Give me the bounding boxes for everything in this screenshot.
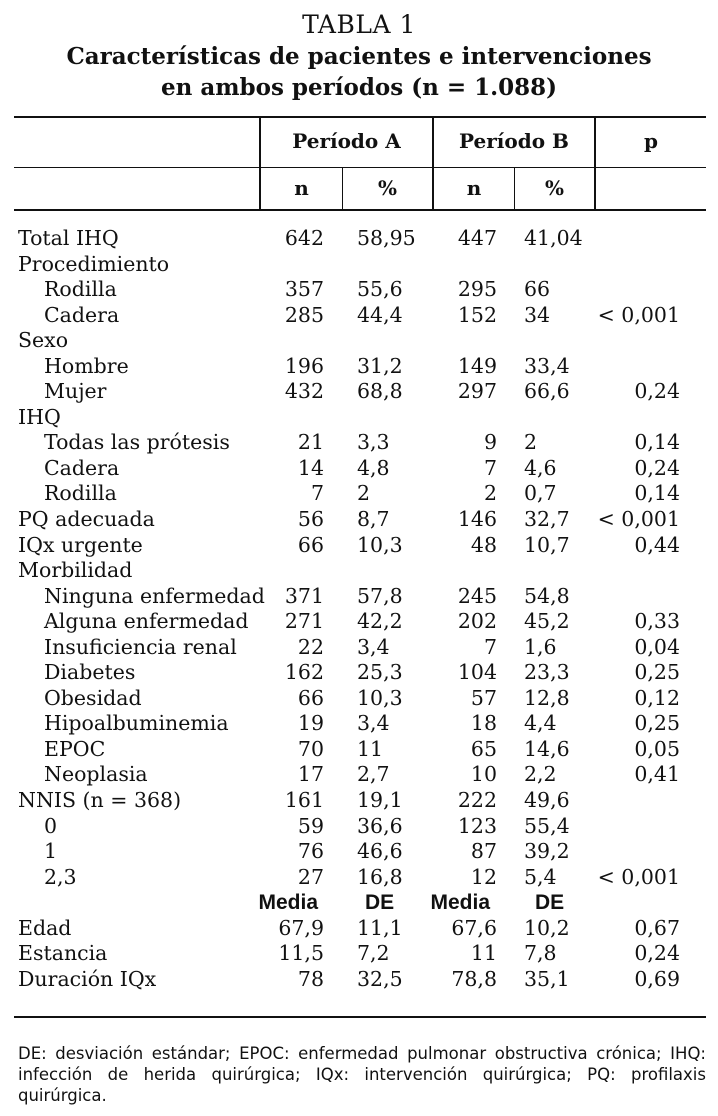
- row-label: 2,3: [44, 864, 77, 889]
- period-b-pct: 5,4: [524, 864, 557, 889]
- period-a-n: 22: [297, 634, 324, 659]
- p-value: < 0,001: [597, 507, 680, 532]
- period-a-pct: 19,1: [357, 788, 403, 813]
- period-b-pct: 14,6: [524, 736, 570, 761]
- p-value: 0,14: [634, 481, 680, 506]
- header-b-n: n: [466, 176, 482, 200]
- period-b-n: 48: [470, 532, 497, 557]
- period-b-pct: 55,4: [524, 813, 570, 838]
- period-b-pct: 7,8: [524, 941, 557, 966]
- period-a-pct: 55,6: [357, 277, 403, 302]
- period-b-pct: 1,6: [524, 634, 557, 659]
- row-label: Sexo: [18, 328, 69, 353]
- table-row: [0, 507, 718, 533]
- table-row: [0, 916, 718, 942]
- period-a-pct: 25,3: [357, 660, 403, 685]
- p-value: 0,41: [634, 762, 680, 787]
- period-a-pct: 44,4: [357, 302, 403, 327]
- header-p: p: [644, 129, 658, 153]
- row-label: Cadera: [44, 302, 120, 327]
- period-b-pct: 39,2: [524, 839, 570, 864]
- header-b-pct: %: [544, 176, 564, 200]
- period-b-pct: 12,8: [524, 685, 570, 710]
- row-label: IQx urgente: [18, 532, 143, 557]
- p-value: 0,25: [634, 711, 680, 736]
- row-label: Edad: [18, 915, 72, 940]
- period-b-pct: 23,3: [524, 660, 570, 685]
- table-row: [0, 967, 718, 993]
- period-b-n: 78,8: [451, 966, 497, 991]
- header-rule-2: [14, 209, 706, 211]
- period-b-n: 202: [457, 609, 497, 634]
- row-label: Morbilidad: [18, 558, 133, 583]
- period-b-n: 9: [483, 430, 497, 455]
- row-label: Total IHQ: [18, 226, 119, 250]
- row-label: Mujer: [44, 379, 107, 404]
- period-b-n: 65: [470, 736, 497, 761]
- period-b-n: 10: [470, 762, 497, 787]
- row-label: Diabetes: [44, 660, 136, 685]
- top-rule: [14, 116, 706, 118]
- period-b-pct: 41,04: [524, 226, 583, 250]
- period-b-n: 297: [457, 379, 497, 404]
- table-row: [0, 711, 718, 737]
- table-row: [0, 252, 718, 278]
- period-b-n: 87: [470, 839, 497, 864]
- period-b-n: 2: [483, 481, 497, 506]
- period-b-n: 7: [483, 455, 497, 480]
- table-row: [0, 839, 718, 865]
- period-a-n: 19: [297, 711, 324, 736]
- period-a-n: 285: [284, 302, 324, 327]
- period-a-n: 70: [297, 736, 324, 761]
- period-a-n: 67,9: [278, 915, 324, 940]
- period-a-pct: 36,6: [357, 813, 403, 838]
- period-a-pct: 4,8: [357, 455, 390, 480]
- row-label: Hombre: [44, 353, 129, 378]
- row-label: Procedimiento: [18, 251, 170, 276]
- table-row: [0, 865, 718, 891]
- period-a-n: 21: [297, 430, 324, 455]
- period-a-pct: 2,7: [357, 762, 390, 787]
- row-label: Rodilla: [44, 277, 117, 302]
- period-b-n: 152: [457, 302, 497, 327]
- period-b-pct: 0,7: [524, 481, 557, 506]
- period-b-pct: 10,2: [524, 915, 570, 940]
- row-label: Duración IQx: [18, 966, 157, 991]
- period-a-pct: 10,3: [357, 532, 403, 557]
- table-row: [0, 686, 718, 712]
- p-value: 0,24: [634, 379, 680, 404]
- period-b-pct: 35,1: [524, 966, 570, 991]
- period-b-pct: 54,8: [524, 583, 570, 608]
- table-row: [0, 405, 718, 431]
- period-b-pct: 32,7: [524, 507, 570, 532]
- table-row: [0, 737, 718, 763]
- period-b-pct: 66: [524, 277, 551, 302]
- period-a-n: 196: [284, 353, 324, 378]
- header-period-a: Período A: [292, 129, 401, 153]
- period-a-pct: 10,3: [357, 685, 403, 710]
- period-b-n: 57: [470, 685, 497, 710]
- header-a-n: n: [294, 176, 309, 200]
- period-a-n: 14: [297, 455, 324, 480]
- row-label: Estancia: [18, 941, 108, 966]
- subheader-row: [0, 890, 718, 916]
- table-row: [0, 226, 718, 252]
- period-b-n: 295: [457, 277, 497, 302]
- row-label: Neoplasia: [44, 762, 148, 787]
- table-row: [0, 533, 718, 559]
- period-a-n: 78: [297, 966, 324, 991]
- table-title-line-2: en ambos períodos (n = 1.088): [160, 74, 558, 101]
- row-label: 0: [44, 813, 58, 838]
- header-rule-1: [14, 167, 706, 168]
- row-label: Insuficiencia renal: [44, 634, 237, 659]
- body-bottom-rule: [14, 1016, 706, 1018]
- period-b-n: 7: [483, 634, 497, 659]
- period-b-pct: 33,4: [524, 353, 570, 378]
- row-label: IHQ: [18, 404, 61, 429]
- period-a-pct: 31,2: [357, 353, 403, 378]
- table-footnote: DE: desviación estándar; EPOC: enfermedad pulmonar obstructiva crónica; IHQ: infección de herida quirúrgica; IQx: intervención quirúrgica; PQ: profilaxis quirúrgica.: [18, 1044, 706, 1105]
- period-a-pct: 58,95: [357, 226, 416, 250]
- period-b-pct: 34: [524, 302, 551, 327]
- table-row: [0, 814, 718, 840]
- period-b-n: 104: [457, 660, 497, 685]
- period-a-n: 66: [297, 685, 324, 710]
- period-b-pct: 49,6: [524, 788, 570, 813]
- row-label: EPOC: [44, 736, 106, 761]
- period-a-n: 66: [297, 532, 324, 557]
- p-value: 0,69: [634, 966, 680, 991]
- table-row: [0, 558, 718, 584]
- period-a-n: 17: [297, 762, 324, 787]
- row-label: PQ adecuada: [18, 507, 155, 532]
- period-a-n: 7: [310, 481, 324, 506]
- p-value: 0,14: [634, 430, 680, 455]
- p-value: 0,12: [634, 685, 680, 710]
- period-b-n: 149: [457, 353, 497, 378]
- row-label: Alguna enfermedad: [44, 609, 249, 634]
- p-value: < 0,001: [597, 302, 680, 327]
- period-a-n: 76: [297, 839, 324, 864]
- row-label: Cadera: [44, 455, 120, 480]
- period-a-n: 27: [297, 864, 324, 889]
- table-row: [0, 303, 718, 329]
- p-value: 0,44: [634, 532, 680, 557]
- period-a-pct: 32,5: [357, 966, 403, 991]
- table-row: [0, 430, 718, 456]
- period-b-pct: 45,2: [524, 609, 570, 634]
- period-a-pct: 46,6: [357, 839, 403, 864]
- row-label: NNIS (n = 368): [18, 788, 182, 813]
- row-label: Todas las prótesis: [44, 430, 230, 455]
- period-b-n: 12: [470, 864, 497, 889]
- table-row: [0, 635, 718, 661]
- period-b-pct: 2: [524, 430, 538, 455]
- table-row: [0, 456, 718, 482]
- table-row: [0, 788, 718, 814]
- period-a-pct: 2: [357, 481, 371, 506]
- period-b-pct: 2,2: [524, 762, 557, 787]
- table-row: [0, 609, 718, 635]
- period-a-pct: DE: [365, 891, 395, 915]
- period-b-n: 11: [470, 941, 497, 966]
- period-a-pct: 57,8: [357, 583, 403, 608]
- period-a-n: 56: [297, 507, 324, 532]
- period-a-pct: 11,1: [357, 915, 403, 940]
- period-b-pct: 10,7: [524, 532, 570, 557]
- p-value: 0,33: [634, 609, 680, 634]
- period-a-n: 357: [284, 277, 324, 302]
- p-value: 0,05: [634, 736, 680, 761]
- period-a-pct: 11: [357, 736, 384, 761]
- table-body: [0, 226, 718, 992]
- period-a-n: 642: [284, 226, 324, 250]
- period-a-n: 371: [284, 583, 324, 608]
- row-label: Rodilla: [44, 481, 117, 506]
- period-b-n: 18: [470, 711, 497, 736]
- header-a-pct: %: [377, 176, 397, 200]
- period-a-pct: 7,2: [357, 941, 390, 966]
- row-label: Hipoalbuminemia: [44, 711, 229, 736]
- period-a-n: Media: [258, 891, 318, 915]
- table-row: [0, 354, 718, 380]
- table-row: [0, 277, 718, 303]
- table-title-line-1: Características de pacientes e intervenciones: [66, 43, 652, 70]
- p-value: 0,67: [634, 915, 680, 940]
- period-a-n: 11,5: [278, 941, 324, 966]
- header-period-b: Período B: [459, 129, 569, 153]
- row-label: Obesidad: [44, 685, 142, 710]
- period-b-n: 245: [457, 583, 497, 608]
- p-value: < 0,001: [597, 864, 680, 889]
- period-b-pct: DE: [535, 891, 565, 915]
- period-a-pct: 68,8: [357, 379, 403, 404]
- row-label: Ninguna enfermedad: [44, 583, 265, 608]
- table-row: [0, 328, 718, 354]
- period-b-n: 123: [457, 813, 497, 838]
- period-a-n: 162: [284, 660, 324, 685]
- period-a-n: 161: [284, 788, 324, 813]
- period-a-pct: 8,7: [357, 507, 390, 532]
- period-b-n: 146: [457, 507, 497, 532]
- period-a-pct: 3,4: [357, 634, 390, 659]
- period-a-pct: 3,4: [357, 711, 390, 736]
- period-a-pct: 42,2: [357, 609, 403, 634]
- period-b-n: 447: [457, 226, 497, 250]
- table-row: [0, 941, 718, 967]
- period-b-pct: 4,4: [524, 711, 557, 736]
- p-value: 0,24: [634, 455, 680, 480]
- p-value: 0,04: [634, 634, 680, 659]
- period-b-n: Media: [430, 891, 490, 915]
- period-b-pct: 66,6: [524, 379, 570, 404]
- period-a-pct: 3,3: [357, 430, 390, 455]
- row-label: 1: [44, 839, 58, 864]
- table-row: [0, 762, 718, 788]
- period-a-pct: 16,8: [357, 864, 403, 889]
- period-b-n: 67,6: [451, 915, 497, 940]
- period-a-n: 59: [297, 813, 324, 838]
- period-b-n: 222: [457, 788, 497, 813]
- period-a-n: 432: [284, 379, 324, 404]
- table-row: [0, 660, 718, 686]
- table-row: [0, 481, 718, 507]
- table-number: TABLA 1: [302, 10, 416, 39]
- period-a-n: 271: [284, 609, 324, 634]
- period-b-pct: 4,6: [524, 455, 557, 480]
- table-row: [0, 584, 718, 610]
- p-value: 0,25: [634, 660, 680, 685]
- p-value: 0,24: [634, 941, 680, 966]
- table-row: [0, 379, 718, 405]
